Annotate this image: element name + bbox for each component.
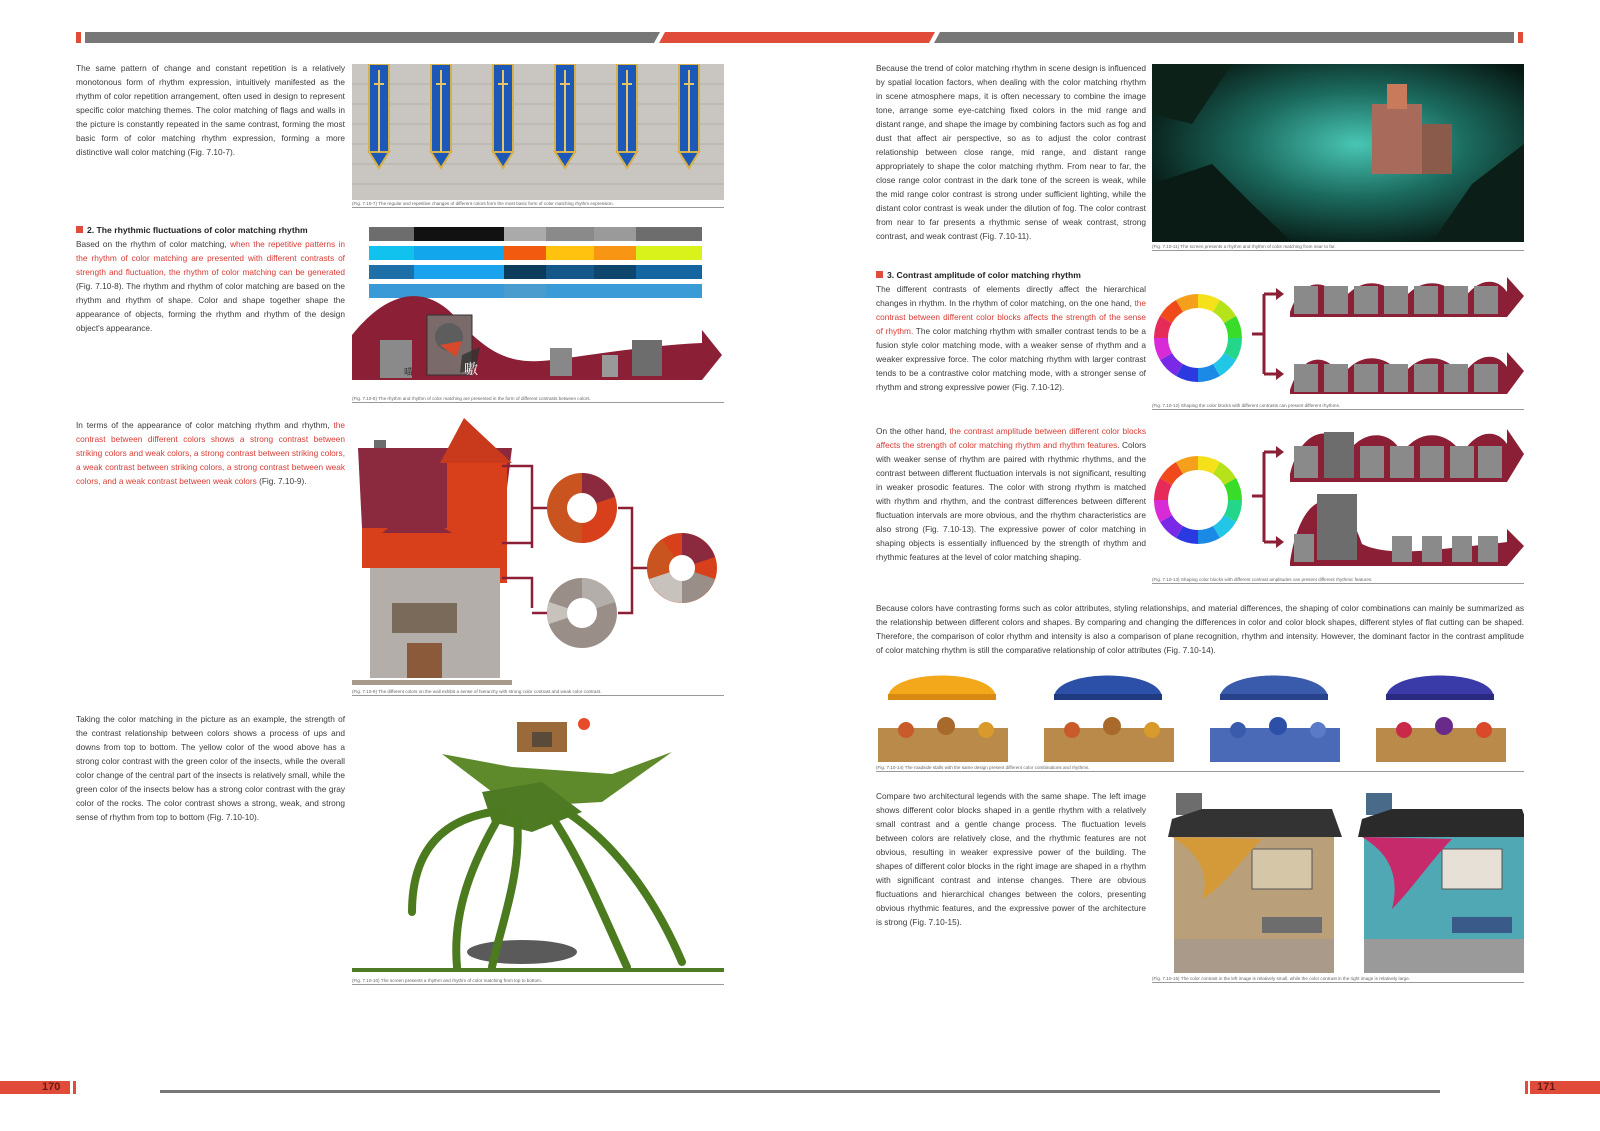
right-paragraph-3: On the other hand, the contrast amplitude between different color blocks affects the strength of color matching rhythm and rhythm features. Colors with weaker sense of rhythm are paired with rhythmic rhythms, and the contrast between different fluctuation intervals is not significant, resulting in weaker prosodic features. The color with strong rhythm is matched with rhythm and rhythm, and the contrast differences between different fluctuation intervals are more obvious, and the rhythm characteristics are also strong (Fig. 7.10-13). The expressive power of color matching in shaping objects is essentially influenced by the strength of rhythm and rhythmic features at the level of color matching shaping. bbox=[876, 426, 1146, 562]
figure-7-10-8-caption: (Fig. 7.10-8) The rhythm and rhythm of color matching are presented in the form of different contrasts between colors. bbox=[352, 396, 724, 403]
figure-7-10-11 bbox=[1152, 64, 1524, 242]
figure-7-10-10 bbox=[352, 712, 724, 974]
figure-7-10-8 bbox=[352, 225, 724, 395]
figure-7-10-14 bbox=[876, 668, 1524, 764]
right-paragraph-1: Because the trend of color matching rhythm in scene design is influenced by spatial location factors, when dealing with the color matching rhythm in scene atmosphere maps, it is often necessary to combine the image tone, arrange some eye-catching fixed colors in the mid range and distant range, and shape the image by combining factors such as fog and dust that affect air perspective, so as to adjust the color contrast relationship between close range, mid range, and distant range appropriately to shape the color matching rhythm. From near to far, the close range color contrast in the dark tone of the screen is weak, while the mid range color contrast is strong under sufficient lighting, while the distant color contrast is weak under the dilution of fog. The color contrast from near to far presents a rhythmic sense of weak contrast, strong contrast, and weak contrast (Fig. 7.10-11). bbox=[876, 63, 1146, 241]
figure-7-10-7 bbox=[352, 64, 724, 200]
color-strip-row-3 bbox=[369, 265, 702, 279]
color-strip-row-1 bbox=[369, 227, 702, 241]
left-paragraph-1: The same pattern of change and constant repetition is a relatively monotonous form of rhythm expression, intuitively manifested as the rhythm of color repetition arrangement, often used in design to represent specific color matching themes. The color matching of flags and walls in the picture is constantly repeated in the same contrast, forming the most basic form of color matching rhythm expression, forming a more distinctive wall color matching (Fig. 7.10-7). bbox=[76, 63, 345, 157]
stall-purple bbox=[1376, 676, 1506, 763]
right-paragraph-4: Because colors have contrasting forms such as color attributes, styling relationships, and material differences, the shaping of color combinations can mainly be summarized as the relationship between different colors and shapes. By comparing and changing the differences in color and color block shapes, different styles of flat cutting can be shaped. Therefore, the comparison of color rhythm and intensity is also a comparison of plane recognition, rhythm and intensity. However, the dominant factor in the contrast amplitude of color matching rhythm is still the comparative relationship of color attributes (Fig. 7.10-14). bbox=[876, 603, 1524, 655]
header-bar bbox=[0, 0, 1600, 50]
section-3-heading: 3. Contrast amplitude of color matching rhythm bbox=[876, 268, 1146, 282]
color-wheel-icon bbox=[1154, 294, 1242, 382]
figure-7-10-9-caption: (Fig. 7.10-9) The different colors on the wall exhibit a sense of hierarchy with strong color contrast and weak color contrast. bbox=[352, 689, 724, 696]
stall-blue-2 bbox=[1210, 676, 1340, 763]
figure-7-10-12 bbox=[1152, 272, 1524, 402]
figure-7-10-14-caption: (Fig. 7.10-14) The roadside stalls with the same design present different color combinations and rhythms. bbox=[876, 765, 1524, 772]
sign-label-meow: 喵 bbox=[404, 368, 414, 378]
right-paragraph-2: The different contrasts of elements directly affect the hierarchical changes in rhythm. In the rhythm of color matching, on the one hand, the contrast between different color blocks affects the strength of the sense of rhythm. The color matching rhythm with smaller contrast tends to be a fusion style color matching mode, with a weaker sense of rhythm and a weaker expressive force. The color matching rhythm with larger contrast tends to be a contrastive color matching mode, with a stronger sense of rhythm and strong expressive power (Fig. 7.10-12). bbox=[876, 284, 1146, 392]
color-strip-row-4 bbox=[369, 284, 702, 298]
building-right bbox=[1358, 793, 1524, 973]
stall-yellow bbox=[878, 676, 1008, 763]
right-paragraph-5: Compare two architectural legends with the same shape. The left image shows different color blocks shaped in a gentle rhythm with a relatively small contrast and a gentle change process. The fluctuation levels between colors are relatively close, and the rhythmic features are not obvious, resulting in weaker expressive power of the building. The shapes of different color blocks in the right image are shaped in a rhythm with significant contrast and intense changes. There are obvious fluctuations and hierarchical changes between the colors, presenting obvious rhythmic features, and the expressive power of the architecture is strong (Fig. 7.10-15). bbox=[876, 791, 1146, 927]
section-marker-icon bbox=[76, 226, 83, 233]
footer-bar bbox=[0, 1080, 1600, 1096]
left-paragraph-4: Taking the color matching in the picture as an example, the strength of the contrast relationship between colors shows a process of ups and downs from top to bottom. The yellow color of the wood above has a strong color contrast with the green color of the insects, while the overall color change of the central part of the insects is relatively small, while the green color of the insects below has a strong color contrast with the gray color of the rocks. The color contrast shows a strong, weak, and strong sense of rhythm from top to bottom (Fig. 7.10-10). bbox=[76, 714, 345, 822]
page-number-left: 170 bbox=[42, 1081, 61, 1093]
figure-7-10-12-caption: (Fig. 7.10-12) Shaping the color blocks with different contrasts can present different rhythms. bbox=[1152, 403, 1524, 410]
figure-7-10-13-caption: (Fig. 7.10-13) Shaping color blocks with different contrast amplitudes can present different rhythmic features. bbox=[1152, 577, 1524, 584]
stall-blue-1 bbox=[1044, 676, 1174, 763]
building-left bbox=[1168, 793, 1342, 973]
page-number-right: 171 bbox=[1537, 1081, 1556, 1093]
left-paragraph-2: Based on the rhythm of color matching, when the repetitive patterns in the rhythm of color matching are presented with different contrasts of strength and fluctuation, the rhythm of color matching can be generated (Fig. 7.10-8). The rhythm and rhythm of color matching are based on the rhythm and rhythm of shape. Color and shape together shape the appearance of objects, forming the rhythm and rhythm of the design object's appearance. bbox=[76, 239, 345, 333]
figure-7-10-13 bbox=[1152, 424, 1524, 574]
sign-label-roar: 嗷 bbox=[464, 362, 478, 378]
figure-7-10-10-caption: (Fig. 7.10-10) The screen presents a rhythm and rhythm of color matching from top to bottom. bbox=[352, 978, 724, 985]
section-2-heading: 2. The rhythmic fluctuations of color matching rhythm bbox=[76, 223, 345, 237]
figure-7-10-7-caption: (Fig. 7.10-7) The regular and repetitive changes of different colors form the most basic form of color matching rhythm expression. bbox=[352, 201, 724, 208]
figure-7-10-15-caption: (Fig. 7.10-15) The color contrast in the left image is relatively small, while the color contrast in the right image is relatively large. bbox=[1152, 976, 1524, 983]
figure-7-10-11-caption: (Fig. 7.10-11) The screen presents a rhythm and rhythm of color matching from near to far. bbox=[1152, 244, 1524, 251]
figure-7-10-15 bbox=[1152, 789, 1524, 975]
color-strip-row-2 bbox=[369, 246, 702, 260]
figure-7-10-9 bbox=[352, 418, 724, 688]
left-paragraph-3: In terms of the appearance of color matching rhythm and rhythm, the contrast between different colors shows a strong contrast between striking colors and weak colors, a strong contrast between striking colors, a weak contrast between striking colors, a strong contrast between weak colors, and a weak contrast between weak colors (Fig. 7.10-9). bbox=[76, 420, 345, 486]
section-marker-icon bbox=[876, 271, 883, 278]
color-wheel-icon bbox=[1154, 456, 1242, 544]
